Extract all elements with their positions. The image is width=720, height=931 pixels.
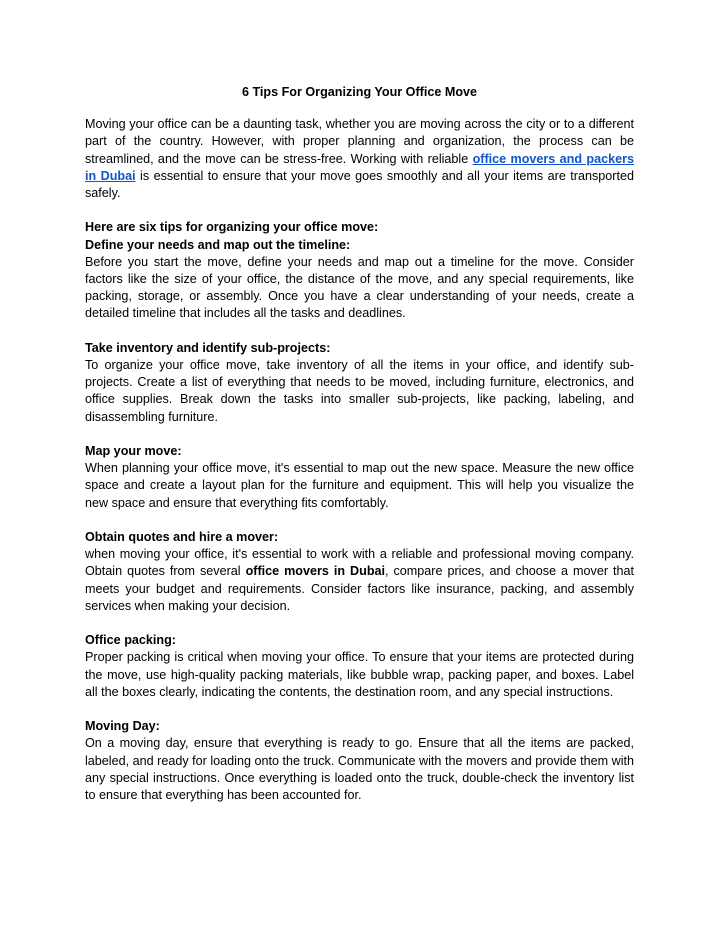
spacer: [85, 512, 634, 529]
intro-text-after-link: is essential to ensure that your move goes smoothly and all your items are transported safely.: [85, 168, 634, 201]
spacer: [85, 323, 634, 340]
intro-paragraph: [85, 116, 634, 202]
section-body-quotes: [85, 546, 634, 615]
quotes-text-before-bold: when moving your office, it's essential to work with a reliable and professional moving company. Obtain quotes from several: [85, 547, 634, 579]
section-heading-map-move: Map your move:: [85, 444, 182, 459]
section-body-inventory: To organize your office move, take inventory of all the items in your office, and identify sub-projects. Create a list of everything that needs to be moved, including furniture, electronics, and office supplies. Break down the tasks into smaller sub-projects, like packing, labeling, and disassembling furniture.: [85, 358, 634, 424]
document-title: 6 Tips For Organizing Your Office Move: [241, 85, 478, 99]
spacer: [85, 202, 634, 219]
section-body-office-packing: Proper packing is critical when moving your office. To ensure that your items are protected during the move, use high-quality packing materials, like bubble wrap, packing paper, and boxes. Label all the boxes clearly, indicating the contents, the destination room, and any special instructions.: [85, 650, 634, 699]
quotes-text-after-bold: , compare prices, and choose a mover that meets your budget and requirements. Consider factors like insurance, packing, and assembly services when making your decision.: [85, 564, 634, 613]
spacer: [85, 426, 634, 443]
section-heading-moving-day: Moving Day:: [85, 719, 160, 734]
section-body-moving-day: On a moving day, ensure that everything is ready to go. Ensure that all the items are packed, labeled, and ready for loading onto the truck. Communicate with the movers and provide them with any special instructions. Once everything is loaded onto the truck, double-check the inventory list to ensure that everything has been accounted for.: [85, 736, 634, 803]
tips-heading: Here are six tips for organizing your office move:: [85, 220, 379, 235]
section-body-define-needs: Before you start the move, define your needs and map out a timeline for the move. Consider factors like the size of your office, the distance of the move, and any special requirements, like packing, storage, or assembly. Once you have a clear understanding of your needs, create a detailed timeline that includes all the tasks and deadlines.: [85, 254, 634, 321]
section-heading-office-packing: Office packing:: [85, 633, 176, 648]
section-heading-define-needs: Define your needs and map out the timeline:: [85, 237, 351, 252]
quotes-bold-text: office movers in Dubai: [245, 564, 386, 579]
office-movers-link[interactable]: office movers and packers in Dubai: [85, 151, 634, 183]
intro-text-before-link: Moving your office can be a daunting task, whether you are moving across the city or to a different part of the country. However, with proper planning and organization, the process can be streamlined, and the move can be stress-free. Working with reliable: [85, 117, 634, 166]
spacer: [85, 615, 634, 632]
section-heading-inventory: Take inventory and identify sub-projects:: [85, 340, 331, 355]
section-body-map-move: When planning your office move, it's essential to map out the new space. Measure the new office space and create a layout plan for the furniture and equipment. This will help you visualize the new space and ensure that everything fits comfortably.: [85, 461, 634, 510]
spacer: [85, 701, 634, 718]
document-page: [85, 84, 634, 804]
section-heading-quotes: Obtain quotes and hire a mover:: [85, 530, 279, 545]
